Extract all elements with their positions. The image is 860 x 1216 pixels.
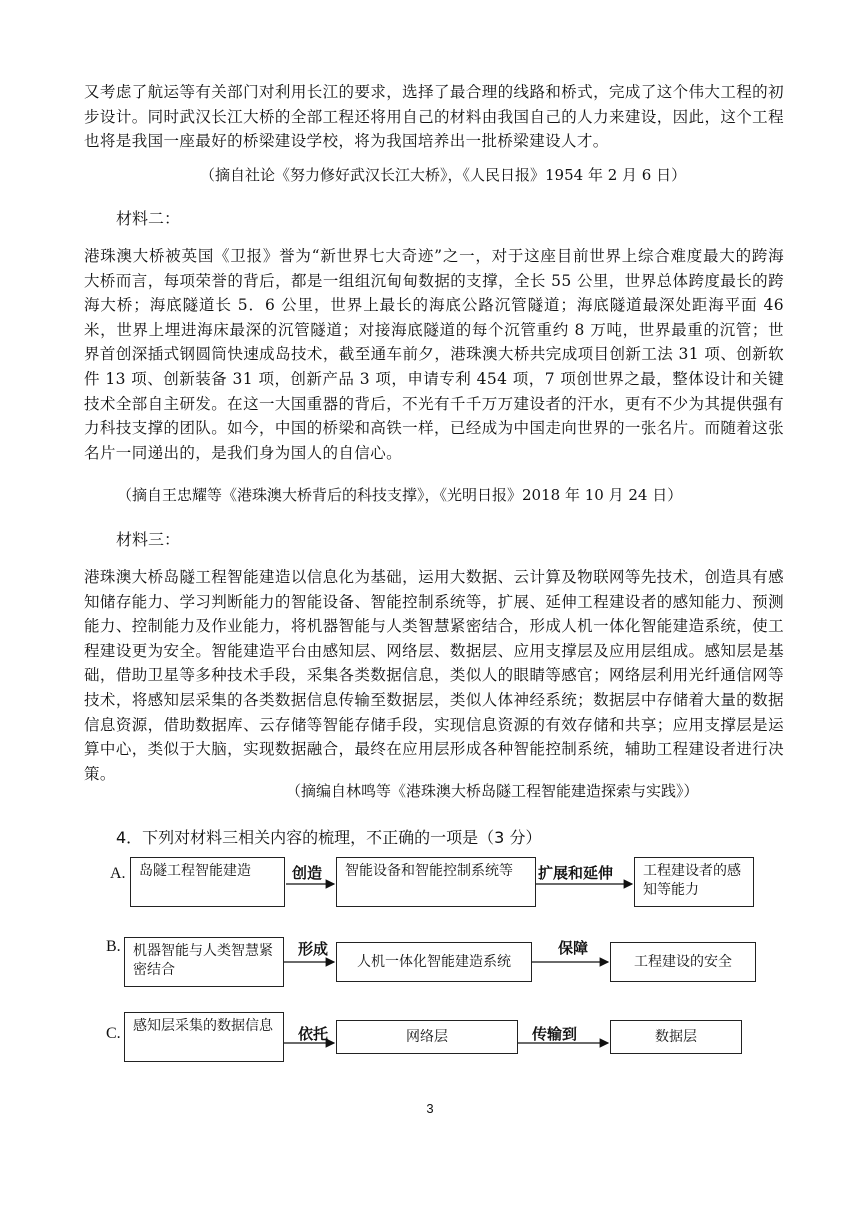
source-2: （摘自王忠耀等《港珠澳大桥背后的科技支撑》，《光明日报》2018 年 10 月 24 日）	[117, 486, 683, 504]
option-b-box-2: 人机一体化智能建造系统	[336, 942, 532, 982]
option-b-box-3: 工程建设的安全	[610, 942, 756, 982]
option-c-letter: C.	[106, 1025, 121, 1042]
option-c-arrow-1-label: 依托	[298, 1025, 329, 1043]
option-b-arrow-2-label: 保障	[558, 939, 589, 957]
source-3: （摘编自林鸣等《港珠澳大桥岛隧工程智能建造探索与实践》）	[286, 782, 699, 800]
source-1: （摘自社论《努力修好武汉长江大桥》，《人民日报》1954 年 2 月 6 日）	[200, 166, 687, 184]
heading-material-3: 材料三：	[116, 530, 181, 549]
option-c-box-2: 网络层	[336, 1020, 518, 1054]
option-a-box-3: 工程建设者的感知等能力	[634, 857, 754, 907]
material-2-paragraph: 港珠澳大桥被英国《卫报》誉为“新世界七大奇迹”之一，对于这座目前世界上综合难度最大的跨海大桥而言，每项荣誉的背后，都是一组组沉甸甸数据的支撑，全长 55 公里，世界总体跨度最长的跨海大桥；海底隧道长 5．6 公里，世界上最长的海底公路沉管隧道；海底隧道最深处距海平面 46 米，世界上埋进海床最深的沉管隧道；对接海底隧道的每个沉管重约 8 万吨，世界最重的沉管；世界首创深插式钢圆筒快速成岛技术，截至通车前夕，港珠澳大桥共完成项目创新工法 31 项、创新软件 13 项、创新装备 31 项，创新产品 3 项，申请专利 454 项，7 项创世界之最，整体设计和关键技术全部自主研发。在这一大国重器的背后，不光有千千万万建设者的汗水，更有不少为其提供强有力科技支撑的团队。如今，中国的桥梁和高铁一样，已经成为中国走向世界的一张名片。而随着这张名片一同递出的，是我们身为国人的自信心。	[84, 247, 784, 462]
option-a-letter: A.	[110, 865, 126, 882]
intro-paragraph: 又考虑了航运等有关部门对利用长江的要求，选择了最合理的线路和桥式，完成了这个伟大工程的初步设计。同时武汉长江大桥的全部工程还将用自己的材料由我国自己的人力来建设，因此，这个工程也将是我国一座最好的桥梁建设学校，将为我国培养出一批桥梁建设人才。	[84, 83, 784, 151]
page-number: 3	[426, 1101, 434, 1116]
option-c-box-3: 数据层	[610, 1020, 742, 1054]
question-4: 4．下列对材料三相关内容的梳理，不正确的一项是（3 分）	[116, 828, 542, 847]
option-a-arrow-2-label: 扩展和延伸	[538, 864, 614, 882]
option-b-arrow-1-label: 形成	[298, 940, 329, 958]
material-3-paragraph: 港珠澳大桥岛隧工程智能建造以信息化为基础，运用大数据、云计算及物联网等先技术，创造具有感知储存能力、学习判断能力的智能设备、智能控制系统等，扩展、延伸工程建设者的感知能力、预测能力、控制能力及作业能力，将机器智能与人类智慧紧密结合，形成人机一体化智能建造系统，使工程建设更为安全。智能建造平台由感知层、网络层、数据层、应用支撑层及应用层组成。感知层是基础，借助卫星等多种技术手段，采集各类数据信息，类似人的眼睛等感官；网络层利用光纤通信网等技术，将感知层采集的各类数据信息传输至数据层，类似人体神经系统；数据层中存储着大量的数据信息资源，借助数据库、云存储等智能存储手段，实现信息资源的有效存储和共享；应用支撑层是运算中心，类似于大脑，实现数据融合，最终在应用层形成各种智能控制系统，辅助工程建设者进行决策。	[84, 568, 784, 783]
option-b-box-1: 机器智能与人类智慧紧密结合	[124, 937, 284, 987]
option-a-box-1: 岛隧工程智能建造	[130, 857, 285, 907]
option-a-box-2: 智能设备和智能控制系统等	[336, 857, 536, 907]
heading-material-2: 材料二：	[116, 209, 181, 228]
option-c-arrow-2-label: 传输到	[532, 1025, 578, 1043]
option-c-box-1: 感知层采集的数据信息	[124, 1012, 284, 1062]
option-a-arrow-1-label: 创造	[292, 864, 323, 882]
option-b-letter: B.	[106, 938, 121, 955]
